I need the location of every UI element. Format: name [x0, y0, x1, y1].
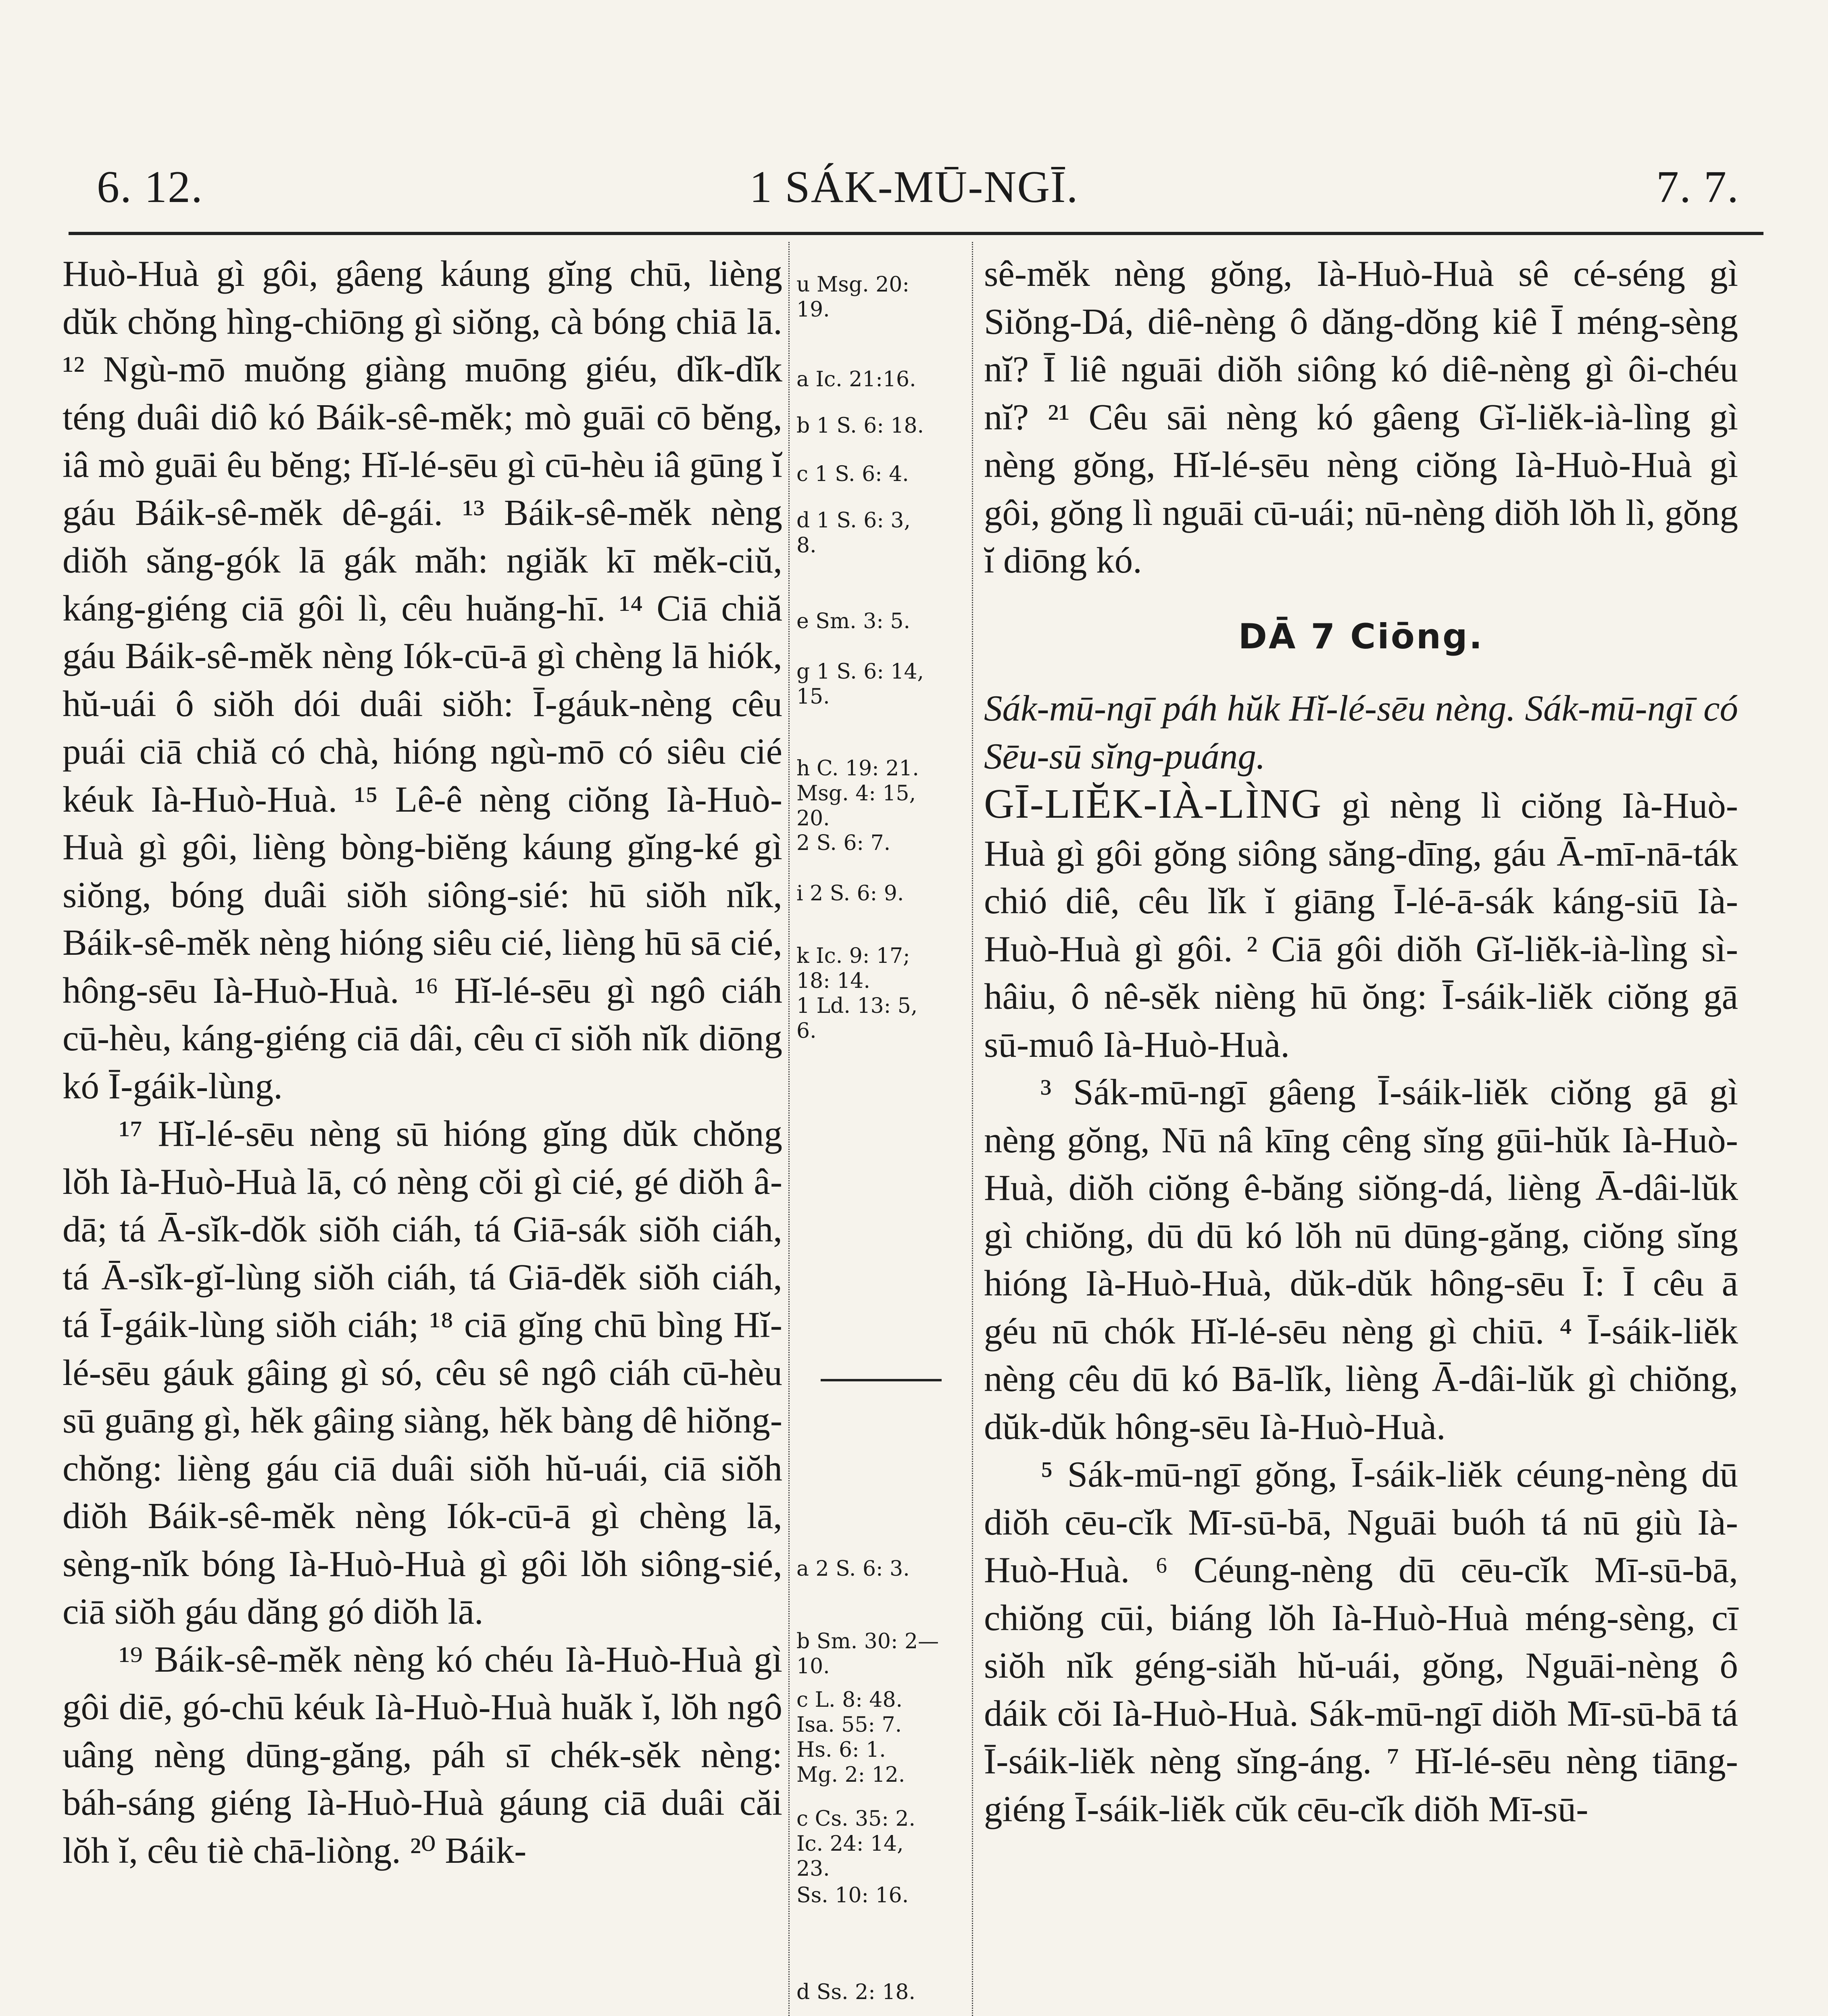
cross-reference: a Ic. 21:16.	[796, 367, 916, 392]
cross-reference: 2 S. 6: 7.	[796, 831, 891, 855]
chapter-lead-caps: GĪ-LIĔK-IÀ-LÌNG	[984, 781, 1322, 827]
left-paragraph: ¹⁹ Báik-sê-mĕk nèng kó chéu Ià-Huò-Huà gì gôi diē, gó-chū kéuk Ià-Huò-Huà huăk ĭ, lŏh ngô uâng nèng dūng-găng, páh sī chék-sĕk nèng: báh-sáng giéng Ià-Huò-Huà gáung ciā duâi căi lŏh ĭ, cêu tiè chā-liòng. ²⁰ Báik-	[63, 1639, 782, 1871]
header-rule	[69, 232, 1763, 235]
cross-reference: i 2 S. 6: 9.	[796, 881, 904, 906]
left-text-column	[63, 250, 782, 1874]
header-chapter-verse-left: 6. 12.	[97, 162, 203, 212]
right-paragraph	[984, 780, 1738, 1068]
chapter-summary: Sák-mū-ngī páh hŭk Hĭ-lé-sēu nèng. Sák-mū-ngī có Sēu-sū sĭng-puáng.	[984, 688, 1738, 777]
left-paragraph: ¹⁷ Hĭ-lé-sēu nèng sū hióng gĭng dŭk chŏng lŏh Ià-Huò-Huà lā, có nèng cŏi gì cié, gé diŏh â-dā; tá Ā-sĭk-dŏk siŏh ciáh, tá Giā-sák siŏh ciáh, tá Ā-sĭk-gĭ-lùng siŏh ciáh, tá Giā-dĕk siŏh ciáh, tá Ī-gáik-lùng siŏh ciáh; ¹⁸ ciā gĭng chū bìng Hĭ-lé-sēu gáuk gâing gì só, cêu sê ngô ciáh cū-hèu sū guāng gì, hĕk gâing siàng, hĕk bàng dê hiŏng-chŏng: lièng gáu ciā duâi siŏh hŭ-uái, ciā siŏh diŏh Báik-sê-mĕk nèng Iók-cū-ā gì chèng lā, sèng-nĭk bóng Ià-Huò-Huà gì gôi lŏh siông-sié, ciā siŏh gáu dăng gó diŏh lā.	[63, 1113, 782, 1632]
cross-reference: d Ss. 2: 18.	[796, 1980, 916, 2004]
cross-reference: c Cs. 35: 2. Ic. 24: 14, 23.	[796, 1807, 916, 1881]
cross-reference: Ss. 10: 16.	[796, 1883, 909, 1908]
left-paragraph: Huò-Huà gì gôi, gâeng káung gĭng chū, lièng dŭk chŏng hìng-chiōng gì siŏng, cà bóng chiā lā. ¹² Ngù-mō muŏng giàng muōng giéu, dĭk-dĭk téng duâi diô kó Báik-sê-mĕk; mò guāi cō bĕng, iâ mò guāi êu bĕng; Hĭ-lé-sēu gì cū-hèu iâ gūng ĭ gáu Báik-sê-mĕk dê-gái. ¹³ Báik-sê-mĕk nèng diŏh săng-gók lā gák măh: ngiăk kī mĕk-ciŭ, káng-giéng ciā gôi lì, cêu huăng-hī. ¹⁴ Ciā chiă gáu Báik-sê-mĕk nèng Iók-cū-ā gì chèng lā hiók, hŭ-uái ô siŏh dói duâi siŏh: Ī-gáuk-nèng cêu puái ciā chiă có chà, hióng ngù-mō có siêu cié kéuk Ià-Huò-Huà. ¹⁵ Lê-ê nèng ciŏng Ià-Huò-Huà gì gôi, lièng bòng-biĕng káung gĭng-ké gì siŏng, bóng duâi siŏh siông-sié: hū siŏh nĭk, Báik-sê-mĕk nèng hióng siêu cié, lièng hū sā cié, hông-sēu Ià-Huò-Huà. ¹⁶ Hĭ-lé-sēu gì ngô ciáh cū-hèu, káng-giéng ciā dâi, cêu cī siŏh nĭk diōng kó Ī-gáik-lùng.	[63, 253, 782, 1106]
cross-reference: d 1 S. 6: 3, 8.	[796, 508, 911, 558]
cross-reference: b Sm. 30: 2— 10.	[796, 1629, 939, 1679]
right-continuation-text: sê-mĕk nèng gŏng, Ià-Huò-Huà sê cé-séng gì Siŏng-Dá, diê-nèng ô dăng-dŏng kiê Ī méng-sèng nĭ? Ī liê nguāi diŏh siông kó diê-nèng gì ôi-chéu nĭ? ²¹ Cêu sāi nèng kó gâeng Gĭ-liĕk-ià-lìng gì nèng gŏng, Hĭ-lé-sēu nèng ciŏng Ià-Huò-Huà gì gôi, gŏng lì nguāi cū-uái; nū-nèng diŏh lŏh lì, gŏng ĭ diōng kó.	[984, 253, 1738, 581]
cross-reference: b 1 S. 6: 18.	[796, 414, 924, 438]
reference-separator	[821, 1379, 942, 1381]
header-chapter-verse-right: 7. 7.	[1656, 162, 1739, 212]
column-divider-right	[972, 242, 973, 2016]
cross-reference: g 1 S. 6: 14, 15.	[796, 660, 924, 709]
cross-reference: a 2 S. 6: 3.	[796, 1557, 910, 1581]
right-paragraph: ⁵ Sák-mū-ngī gŏng, Ī-sáik-liĕk céung-nèng dū diŏh cēu-cĭk Mī-sū-bā, Nguāi buóh tá nū giù Ià-Huò-Huà. ⁶ Céung-nèng dū cēu-cĭk Mī-sū-bā, chiŏng cūi, biáng lŏh Ià-Huò-Huà méng-sèng, cī siŏh nĭk géng-siăh hŭ-uái, gŏng, Nguāi-nèng ô dáik cŏi Ià-Huò-Huà. Sák-mū-ngī diŏh Mī-sū-bā tá Ī-sáik-liĕk nèng sĭng-áng. ⁷ Hĭ-lé-sēu nèng tiāng-giéng Ī-sáik-liĕk cŭk cēu-cĭk diŏh Mī-sū-	[984, 1454, 1738, 1829]
cross-reference: e Sm. 3: 5.	[796, 609, 911, 633]
right-text-column	[984, 250, 1738, 1833]
column-divider-left	[788, 242, 790, 2016]
header-book-title: 1 SÁK-MŪ-NGĪ.	[749, 162, 1079, 212]
right-paragraphs	[984, 780, 1738, 1833]
right-paragraph: ³ Sák-mū-ngī gâeng Ī-sáik-liĕk ciŏng gā gì nèng gŏng, Nū nâ kīng cêng sĭng gūi-hŭk Ià-Huò-Huà, diŏh ciŏng ê-băng siŏng-dá, lièng Ā-dâi-lŭk gì chiŏng, dū dū kó lŏh nū dūng-găng, ciŏng sĭng hióng Ià-Huò-Huà, dŭk-dŭk hông-sēu Ī: Ī cêu ā géu nū chók Hĭ-lé-sēu nèng gì chiū. ⁴ Ī-sáik-liĕk nèng cêu dū kó Bā-lĭk, lièng Ā-dâi-lŭk gì chiŏng, dŭk-dŭk hông-sēu Ià-Huò-Huà.	[984, 1072, 1738, 1447]
cross-reference: k Ic. 9: 17; 18: 14. 1 Ld. 13: 5, 6.	[796, 944, 918, 1043]
cross-reference: c 1 S. 6: 4.	[796, 462, 909, 486]
cross-reference: u Msg. 20: 19.	[796, 273, 909, 322]
right-paragraph-text: gì nèng lì ciŏng Ià-Huò-Huà gì gôi gŏng siông săng-dīng, gáu Ā-mī-nā-ták chió diê, cêu lĭk ĭ giāng Ī-lé-ā-sák káng-siū Ià-Huò-Huà gì gôi. ² Ciā gôi diŏh Gĭ-liĕk-ià-lìng sì-hâiu, ô nê-sĕk nièng hū ŏng: Ī-sáik-liĕk ciŏng gā sū-muô Ià-Huò-Huà.	[984, 785, 1738, 1065]
cross-reference: h C. 19: 21. Msg. 4: 15, 20.	[796, 756, 919, 831]
cross-reference: c L. 8: 48. Isa. 55: 7. Hs. 6: 1. Mg. 2: 12.	[796, 1688, 905, 1787]
running-header	[73, 161, 1755, 242]
chapter-heading: DĀ 7 Ciōng.	[1238, 616, 1484, 657]
